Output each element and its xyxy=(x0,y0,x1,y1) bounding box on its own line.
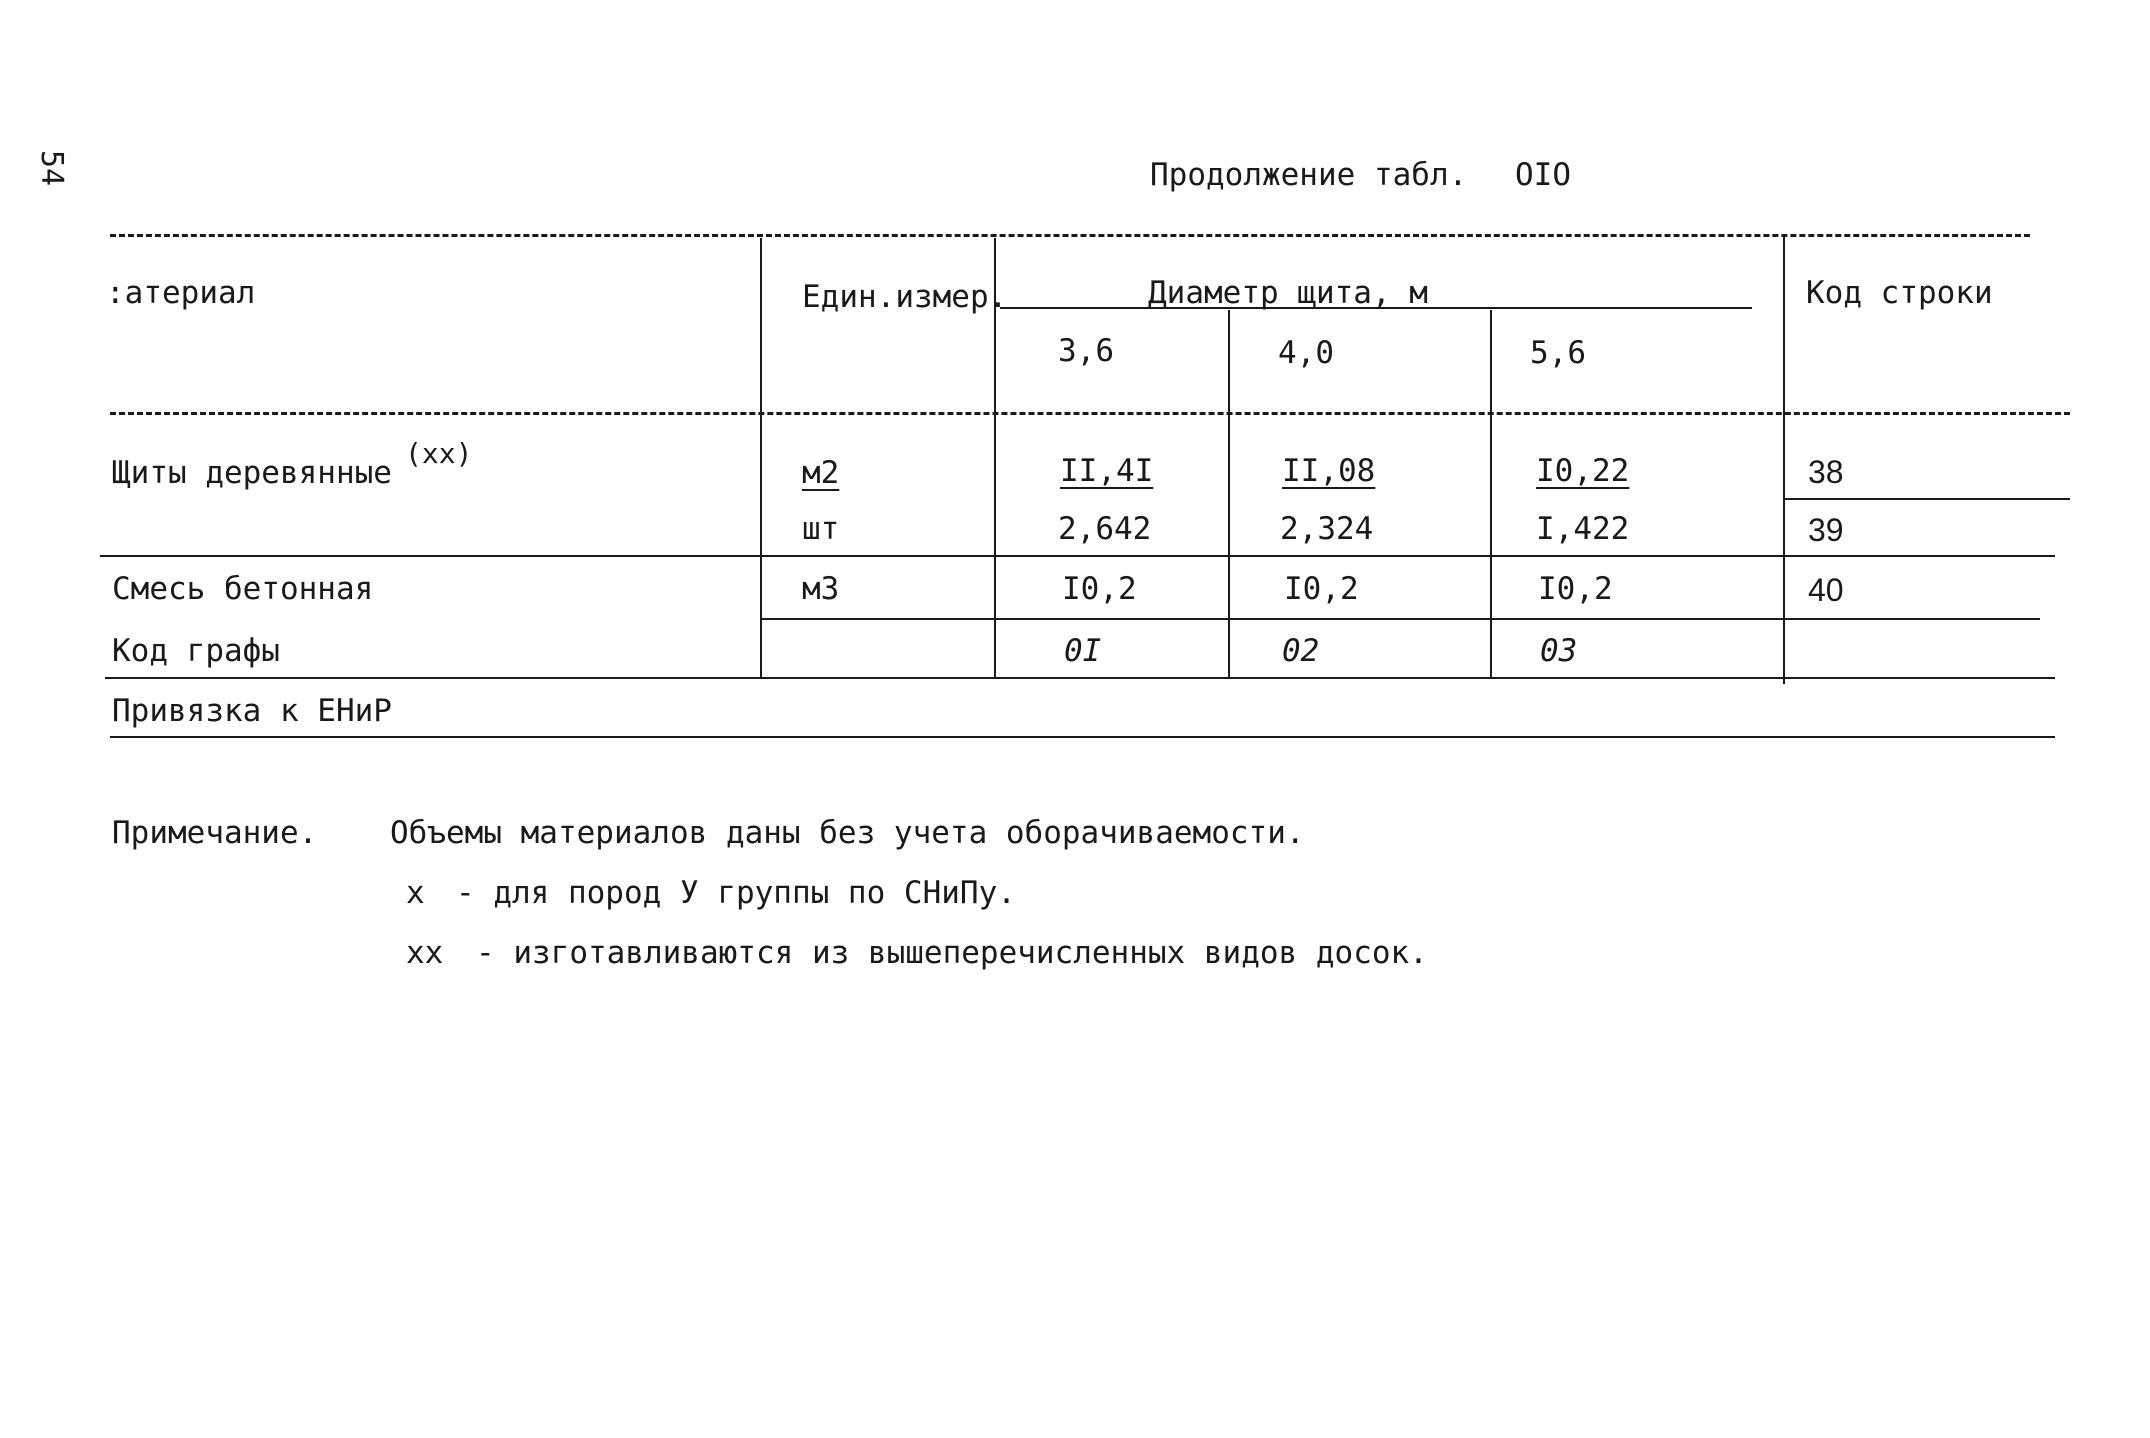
page-number: 54 xyxy=(34,150,69,187)
col-divider-d3 xyxy=(1490,310,1492,678)
column-code-d1: 0I xyxy=(1064,633,1102,669)
note-label: Примечание. xyxy=(112,815,318,851)
row-wooden-panels-note-mark: (xx) xyxy=(405,437,473,470)
header-code: Код строки xyxy=(1806,275,1993,311)
column-code-d2: 02 xyxy=(1282,633,1320,669)
row-separator-2 xyxy=(760,618,2040,620)
row-concrete-unit: м3 xyxy=(802,571,840,607)
row-concrete-d2: I0,2 xyxy=(1284,571,1359,607)
row-wooden-panels-m2-d3: I0,22 xyxy=(1536,453,1630,489)
row-concrete-d1: I0,2 xyxy=(1062,571,1137,607)
note-item-xx-mark: xx xyxy=(406,935,444,971)
col-divider-code xyxy=(1783,236,1785,684)
table-top-rule xyxy=(110,234,2030,237)
note-item-x-mark: x xyxy=(406,875,425,911)
row-wooden-panels-m2-d2: II,08 xyxy=(1282,453,1376,489)
header-bottom-rule xyxy=(110,412,2070,415)
row-wooden-panels-material: Щиты деревянные xyxy=(112,455,392,491)
row-wooden-panels-m2-code: 38 xyxy=(1808,454,1844,490)
table-number: ОIО xyxy=(1515,157,1571,193)
code-row-separator xyxy=(1783,498,2070,500)
row-wooden-panels-pcs-d2: 2,324 xyxy=(1280,511,1374,547)
row-wooden-panels-pcs-code: 39 xyxy=(1808,512,1844,548)
row-concrete-material: Смесь бетонная xyxy=(112,571,374,607)
row-wooden-panels-unit-m2: м2 xyxy=(802,455,840,491)
header-diameter: Диаметр щита, м xyxy=(1148,275,1428,311)
row-concrete-d3: I0,2 xyxy=(1538,571,1613,607)
note-item-x-text: - для пород У группы по СНиПу. xyxy=(456,875,1016,911)
table-bottom-rule xyxy=(110,736,2055,738)
note-item-xx-text: - изготавливаются из вышеперечисленных видов досок. xyxy=(476,935,1428,971)
row-column-code-label: Код графы xyxy=(112,633,280,669)
row-wooden-panels-m2-d1: II,4I xyxy=(1060,453,1154,489)
row-wooden-panels-pcs-d3: I,422 xyxy=(1536,511,1630,547)
column-code-d3: 03 xyxy=(1540,633,1578,669)
row-wooden-panels-pcs-d1: 2,642 xyxy=(1058,511,1152,547)
note-text: Объемы материалов даны без учета оборачиваемости. xyxy=(390,815,1305,851)
header-unit: Един.измер. xyxy=(802,279,1008,315)
row-separator-1 xyxy=(100,555,2055,557)
header-diameter-4-0: 4,0 xyxy=(1278,335,1334,371)
header-diameter-5-6: 5,6 xyxy=(1530,335,1586,371)
header-diameter-3-6: 3,6 xyxy=(1058,333,1114,369)
table-continuation-label: Продолжение табл. xyxy=(1150,157,1468,193)
row-wooden-panels-unit-pcs: шт xyxy=(802,511,840,547)
col-divider-unit xyxy=(760,238,762,678)
header-material: :атериал xyxy=(106,275,256,311)
row-separator-3 xyxy=(105,677,2055,679)
enir-binding-label: Привязка к ЕНиР xyxy=(112,693,392,729)
row-concrete-code: 40 xyxy=(1808,572,1844,608)
col-divider-d2 xyxy=(1228,310,1230,678)
